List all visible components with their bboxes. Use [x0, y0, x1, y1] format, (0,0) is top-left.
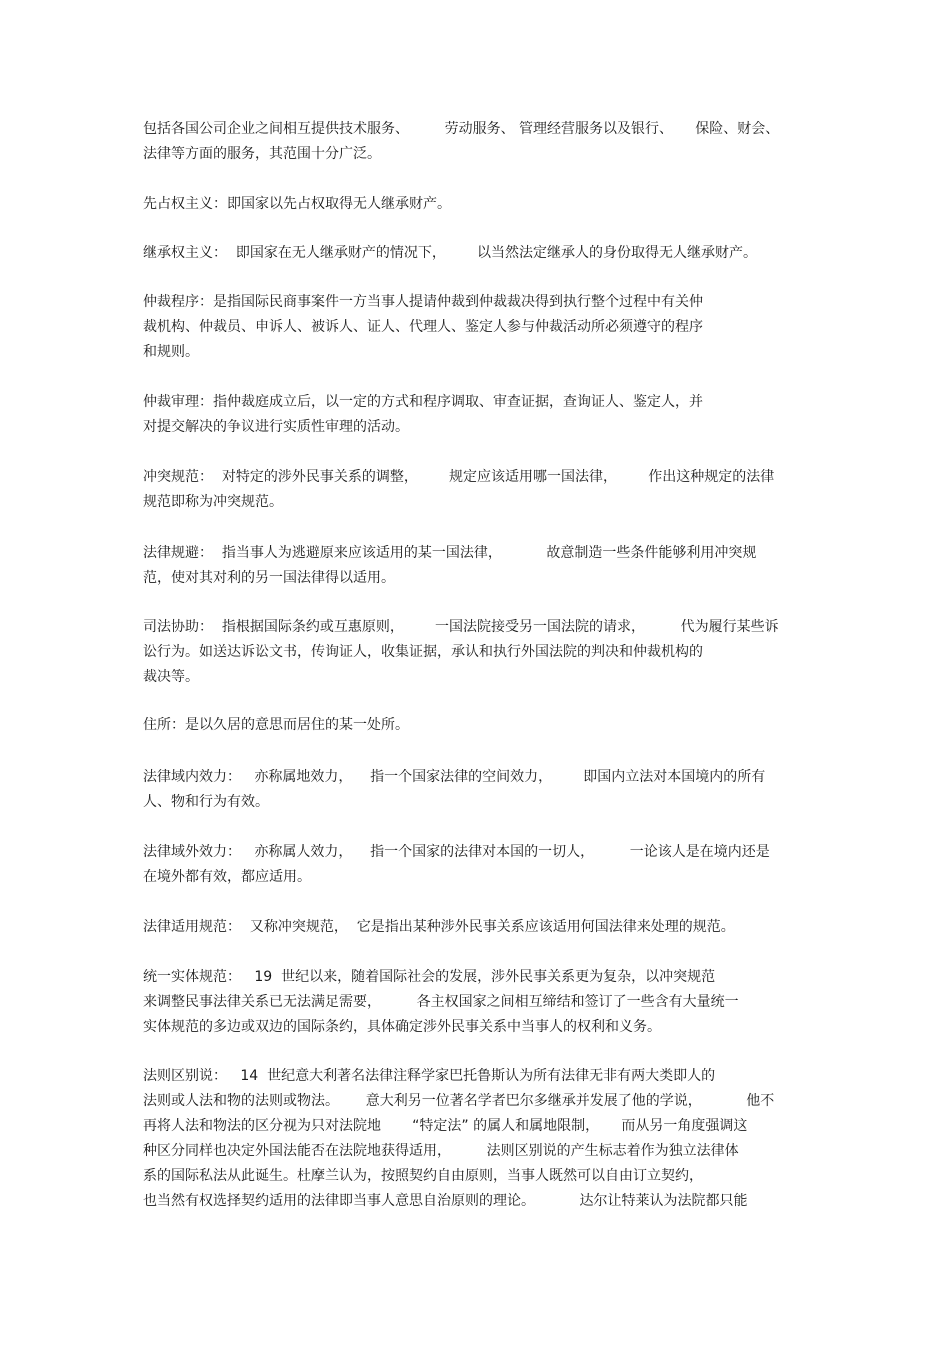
text-line: 种区分同样也决定外国法能否在法院地获得适用， 法则区别说的产生标志着作为独立法律体: [143, 1143, 739, 1159]
text-line: 法则或人法和物的法则或物法。 意大利另一位著名学者巴尔多继承并发展了他的学说， 他不: [143, 1093, 775, 1109]
text-line: 法律域内效力： 亦称属地效力， 指一个国家法律的空间效力， 即国内立法对本国境内的所有: [143, 769, 766, 785]
text-line: 仲裁程序：是指国际民商事案件一方当事人提请仲裁到仲裁裁决得到执行整个过程中有关仲: [143, 294, 703, 310]
text-line: 实体规范的多边或双边的国际条约，具体确定涉外民事关系中当事人的权利和义务。: [143, 1019, 661, 1035]
text-line: 统一实体规范： 19 世纪以来，随着国际社会的发展，涉外民事关系更为复杂，以冲突规范: [143, 969, 716, 985]
text-line: 仲裁审理：指仲裁庭成立后，以一定的方式和程序调取、审查证据，查询证人、鉴定人，并: [143, 394, 703, 410]
text-line: 裁机构、仲裁员、申诉人、被诉人、证人、代理人、鉴定人参与仲裁活动所必须遵守的程序: [143, 319, 703, 335]
text-line: 在境外都有效，都应适用。: [143, 869, 311, 885]
text-line: 系的国际私法从此诞生。杜摩兰认为，按照契约自由原则，当事人既然可以自由订立契约，: [143, 1168, 703, 1184]
text-line: 讼行为。如送达诉讼文书，传询证人，收集证据，承认和执行外国法院的判决和仲裁机构的: [143, 644, 703, 660]
text-line: 对提交解决的争议进行实质性审理的活动。: [143, 419, 409, 435]
text-line: 人、物和行为有效。: [143, 794, 269, 810]
text-line: 住所：是以久居的意思而居住的某一处所。: [143, 717, 409, 733]
text-line: 范，使对其对利的另一国法律得以适用。: [143, 570, 395, 586]
text-line: 包括各国公司企业之间相互提供技术服务、 劳动服务、 管理经营服务以及银行、 保险、财会、: [143, 121, 780, 137]
text-line: 和规则。: [143, 344, 199, 360]
text-line: 也当然有权选择契约适用的法律即当事人意思自治原则的理论。 达尔让特莱认为法院都只能: [143, 1193, 748, 1209]
text-line: 来调整民事法律关系已无法满足需要， 各主权国家之间相互缔结和签订了一些含有大量统一: [143, 994, 739, 1010]
text-line: 再将人法和物法的区分视为只对法院地 “特定法” 的属人和属地限制， 而从另一角度强调这: [143, 1118, 748, 1134]
text-line: 法律适用规范： 又称冲突规范， 它是指出某种涉外民事关系应该适用何国法律来处理的规范。: [143, 919, 735, 935]
text-line: 法律规避： 指当事人为逃避原来应该适用的某一国法律， 故意制造一些条件能够利用冲突规: [143, 545, 757, 561]
text-line: 法律等方面的服务，其范围十分广泛。: [143, 146, 381, 162]
text-line: 司法协助： 指根据国际条约或互惠原则， 一国法院接受另一国法院的请求， 代为履行某些诉: [143, 619, 779, 635]
text-line: 规范即称为冲突规范。: [143, 494, 283, 510]
text-line: 法律域外效力： 亦称属人效力， 指一个国家的法律对本国的一切人， 一论该人是在境内还是: [143, 844, 770, 860]
text-line: 先占权主义：即国家以先占权取得无人继承财产。: [143, 196, 451, 212]
text-line: 法则区别说： 14 世纪意大利著名法律注释学家巴托鲁斯认为所有法律无非有两大类即人的: [143, 1068, 716, 1084]
text-line: 裁决等。: [143, 669, 199, 685]
text-line: 冲突规范： 对特定的涉外民事关系的调整， 规定应该适用哪一国法律， 作出这种规定的法律: [143, 469, 775, 485]
text-line: 继承权主义： 即国家在无人继承财产的情况下， 以当然法定继承人的身份取得无人继承财产。: [143, 245, 758, 261]
